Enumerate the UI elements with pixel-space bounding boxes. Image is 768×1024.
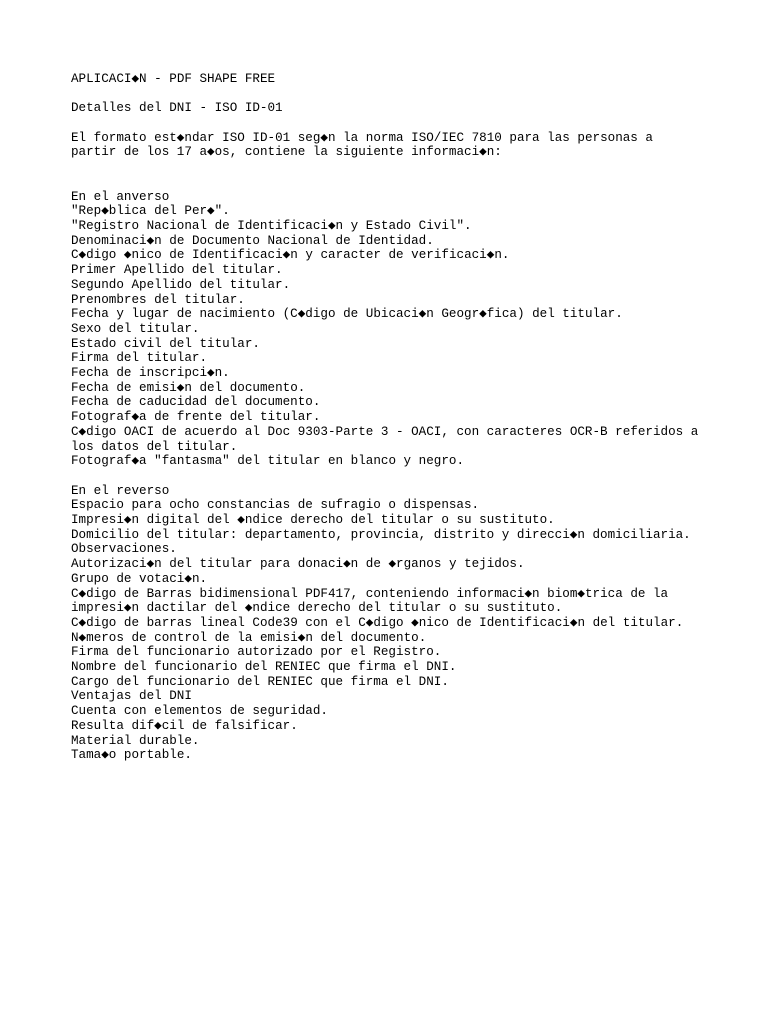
front-heading: En el anverso <box>71 189 170 204</box>
back-list <box>71 498 751 763</box>
spacer <box>71 160 751 189</box>
spacer <box>71 87 751 102</box>
intro-paragraph <box>71 131 751 160</box>
back-list-item: Firma del funcionario autorizado por el Registro. <box>71 645 442 660</box>
front-list-item: Estado civil del titular. <box>71 336 260 351</box>
back-list-item: Espacio para ocho constancias de sufragio o dispensas. <box>71 498 480 513</box>
front-list-item: Fotograf◆a "fantasma" del titular en blanco y negro. <box>71 454 465 469</box>
back-heading: En el reverso <box>71 483 170 498</box>
back-list-item: Cargo del funcionario del RENIEC que firma el DNI. <box>71 674 449 689</box>
back-list-item: Grupo de votaci◆n. <box>71 571 208 586</box>
front-section <box>71 190 751 469</box>
back-list-item: Impresi◆n digital del ◆ndice derecho del titular o su sustituto. <box>71 513 555 528</box>
back-list-item: N◆meros de control de la emisi◆n del documento. <box>71 630 427 645</box>
intro-line: El formato est◆ndar ISO ID-01 seg◆n la norma ISO/IEC 7810 para las personas a <box>71 130 653 145</box>
intro-line: partir de los 17 a◆os, contiene la siguiente informaci◆n: <box>71 145 502 160</box>
back-list-item: Autorizaci◆n del titular para donaci◆n de ◆rganos y tejidos. <box>71 557 525 572</box>
front-list-item: Sexo del titular. <box>71 321 200 336</box>
front-list-item: Fecha de caducidad del documento. <box>71 395 321 410</box>
back-list-item: C◆digo de Barras bidimensional PDF417, conteniendo informaci◆n biom◆trica de la <box>71 586 669 601</box>
document-subtitle: Detalles del DNI - ISO ID-01 <box>71 101 283 116</box>
front-list-item: Denominaci◆n de Documento Nacional de Identidad. <box>71 233 434 248</box>
document-page <box>71 72 751 763</box>
back-list-item: Nombre del funcionario del RENIEC que firma el DNI. <box>71 660 457 675</box>
front-list-item: Fecha de inscripci◆n. <box>71 366 230 381</box>
front-list-item: Fecha y lugar de nacimiento (C◆digo de Ubicaci◆n Geogr◆fica) del titular. <box>71 307 623 322</box>
back-section <box>71 484 751 763</box>
spacer <box>71 116 751 131</box>
back-list-item: Resulta dif◆cil de falsificar. <box>71 718 298 733</box>
back-list-item: Ventajas del DNI <box>71 689 192 704</box>
document-title: APLICACI◆N - PDF SHAPE FREE <box>71 72 276 86</box>
front-list-item: C◆digo OACI de acuerdo al Doc 9303-Parte 3 - OACI, con caracteres OCR-B referidos a <box>71 424 699 439</box>
front-list-item: Fotograf◆a de frente del titular. <box>71 410 321 425</box>
front-list <box>71 204 751 469</box>
front-list-item: los datos del titular. <box>71 439 238 454</box>
back-list-item: Domicilio del titular: departamento, provincia, distrito y direcci◆n domiciliaria. <box>71 527 691 542</box>
front-list-item: Primer Apellido del titular. <box>71 263 283 278</box>
back-list-item: Material durable. <box>71 733 200 748</box>
front-list-item: Firma del titular. <box>71 351 208 366</box>
back-list-item: Cuenta con elementos de seguridad. <box>71 704 328 719</box>
front-list-item: C◆digo ◆nico de Identificaci◆n y caracter de verificaci◆n. <box>71 248 510 263</box>
front-list-item: "Rep◆blica del Per◆". <box>71 204 230 219</box>
spacer <box>71 469 751 484</box>
front-list-item: Fecha de emisi◆n del documento. <box>71 380 306 395</box>
back-list-item: C◆digo de barras lineal Code39 con el C◆digo ◆nico de Identificaci◆n del titular. <box>71 615 684 630</box>
front-list-item: Prenombres del titular. <box>71 292 245 307</box>
back-list-item: impresi◆n dactilar del ◆ndice derecho del titular o su sustituto. <box>71 601 563 616</box>
back-list-item: Tama◆o portable. <box>71 748 192 763</box>
back-list-item: Observaciones. <box>71 542 177 557</box>
front-list-item: "Registro Nacional de Identificaci◆n y Estado Civil". <box>71 218 472 233</box>
front-list-item: Segundo Apellido del titular. <box>71 277 291 292</box>
